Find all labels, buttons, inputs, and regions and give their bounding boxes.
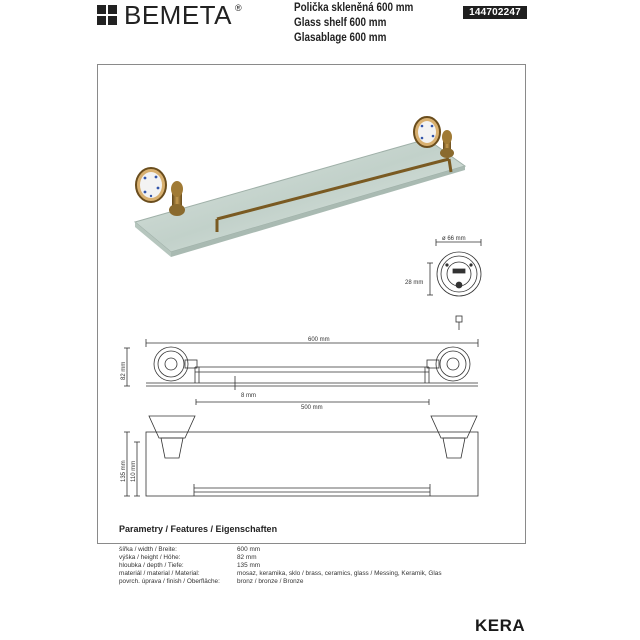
product-title (294, 1, 413, 46)
spec-value: 135 mm (237, 562, 261, 569)
dim-height-side: 82 mm (121, 361, 127, 380)
spec-value: mosaz, keramika, sklo / brass, ceramics, glass / Messing, Keramik, Glas (237, 570, 442, 577)
top-view (124, 416, 478, 496)
dim-depth-total: 135 mm (121, 460, 127, 482)
bemeta-logo-icon (97, 5, 117, 25)
spec-value: 82 mm (237, 554, 257, 561)
brand-name: BEMETA (124, 0, 232, 30)
rosette-detail (427, 239, 481, 330)
spec-label: povrch. úprava / finish / Oberfläche: (119, 578, 220, 585)
dim-rail-gap: 8 mm (241, 393, 256, 399)
technical-drawing (97, 64, 526, 520)
spec-label: šířka / width / Breite: (119, 546, 177, 553)
title-de: Glasablage 600 mm (294, 32, 387, 44)
front-view (124, 339, 478, 405)
spec-label: hloubka / depth / Tiefe: (119, 562, 184, 569)
product-illustration (135, 117, 465, 257)
dim-depth-inner: 110 mm (131, 460, 137, 482)
product-code-badge: 144702247 (463, 6, 527, 19)
title-cz: Polička skleněná 600 mm (294, 2, 414, 14)
spec-value: 600 mm (237, 546, 261, 553)
dim-rosette-diameter: ø 66 mm (442, 236, 466, 242)
brand-registered-mark: ® (234, 3, 242, 13)
spec-label: materiál / material / Material: (119, 570, 200, 577)
title-en: Glass shelf 600 mm (294, 17, 387, 29)
dim-width-overall: 600 mm (308, 337, 330, 343)
dim-rosette-height: 28 mm (405, 280, 424, 286)
series-name: KERA (475, 616, 526, 635)
spec-label: výška / height / Höhe: (119, 554, 181, 561)
dim-inner-span: 500 mm (301, 405, 323, 411)
specs-heading: Parametry / Features / Eigenschaften (119, 524, 278, 534)
brand-logo (97, 2, 242, 28)
spec-value: bronz / bronze / Bronze (237, 578, 304, 585)
